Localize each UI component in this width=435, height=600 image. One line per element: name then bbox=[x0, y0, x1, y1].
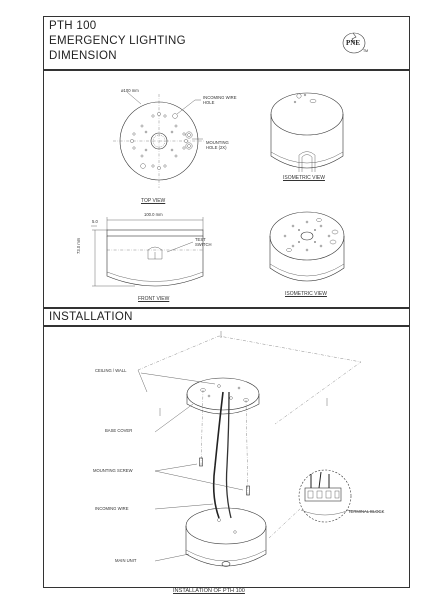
front-view-caption: FRONT VIEW bbox=[138, 296, 170, 302]
terminal-block-label: TERMINAL BLOCK bbox=[348, 509, 385, 514]
test-switch-label: TEST SWITCH bbox=[195, 237, 212, 247]
isometric-view-2-drawing bbox=[259, 202, 359, 302]
isometric-view-2-caption: ISOMETRIC VIEW bbox=[285, 291, 327, 297]
installation-caption: INSTALLATION OF PTH 100 bbox=[173, 588, 245, 594]
installation-drawing bbox=[43, 326, 410, 588]
document-sheet bbox=[43, 16, 410, 594]
mounting-screw-label: MOUNTING SCREW bbox=[93, 468, 133, 473]
front-view-width-label: 100.0 mm bbox=[144, 212, 163, 217]
ceiling-wall-label: CEILING / WALL bbox=[95, 368, 127, 373]
front-view-height-label: 73.0 mm bbox=[76, 237, 81, 254]
incoming-wire-label: INCOMING WIRE bbox=[95, 506, 129, 511]
base-cover-label: BASE COVER bbox=[105, 428, 133, 433]
main-unit-label: MAIN UNIT bbox=[115, 558, 137, 563]
installation-title: INSTALLATION bbox=[49, 311, 133, 323]
logo-text: PNE bbox=[346, 39, 360, 47]
isometric-view-1-drawing bbox=[259, 82, 359, 182]
model-title: PTH 100 bbox=[49, 20, 97, 32]
mounting-hole-label: MOUNTING HOLE (2X) bbox=[206, 140, 229, 150]
top-view-diameter-label: ø100 mm bbox=[121, 88, 139, 93]
incoming-wire-hole-label: INCOMING WIRE HOLE bbox=[203, 95, 237, 105]
pne-logo bbox=[341, 31, 371, 57]
title-line-2: EMERGENCY LIGHTING bbox=[49, 35, 186, 47]
isometric-view-1-caption: ISOMETRIC VIEW bbox=[283, 175, 325, 181]
title-line-3: DIMENSION bbox=[49, 50, 117, 62]
top-view-caption: TOP VIEW bbox=[141, 198, 166, 204]
front-view-top-offset-label: 5.0 bbox=[92, 219, 98, 224]
front-view-drawing bbox=[87, 212, 227, 302]
logo-tm: TM bbox=[363, 49, 369, 53]
